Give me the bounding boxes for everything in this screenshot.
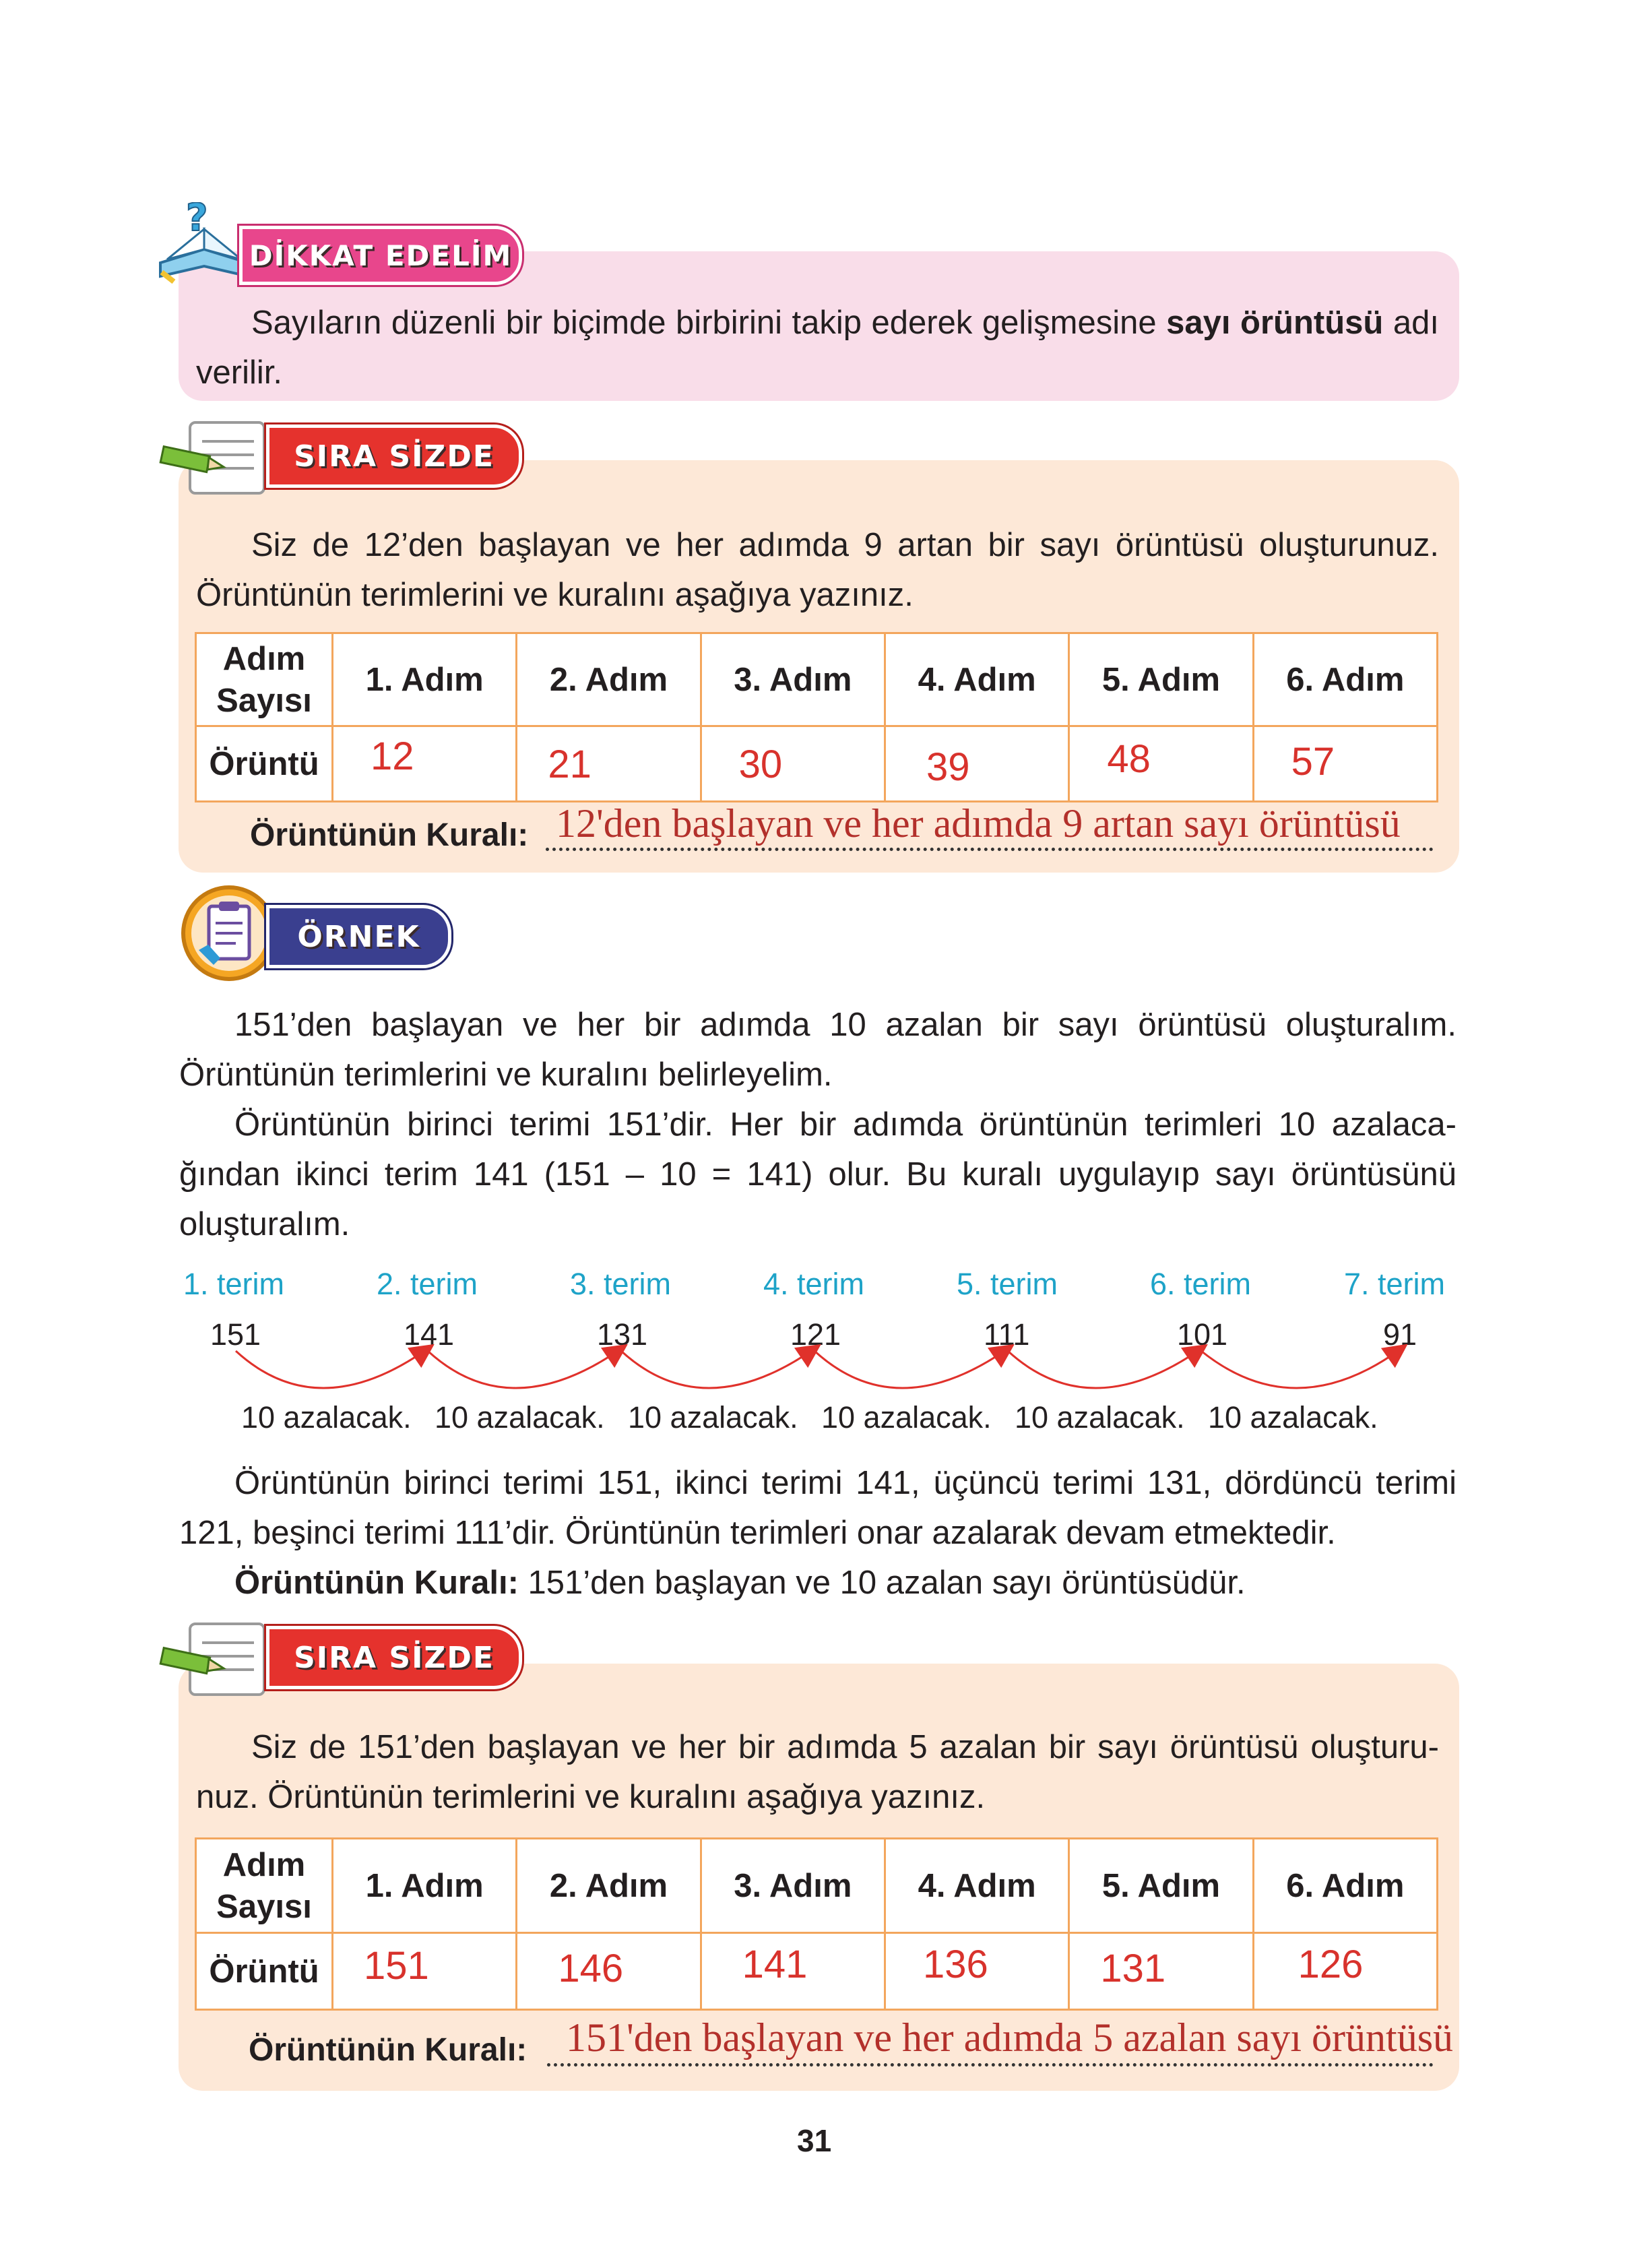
- answer-value: 131: [1100, 1947, 1166, 1990]
- term-value: 141: [404, 1317, 455, 1352]
- term-label: 5. terim: [957, 1267, 1058, 1301]
- row-label: Örüntü: [196, 726, 333, 802]
- term-value: 111: [984, 1317, 1030, 1352]
- answer-value: 12: [371, 734, 414, 778]
- sira-sizde-prompt-2: Siz de 151’den başlayan ve her bir adımda 5 azalan bir sayı örüntüsü oluşturu-nuz. Örüntünün terimlerini ve kuralını aşağıya yazınız.: [196, 1729, 1439, 1815]
- answer-value: 30: [738, 743, 783, 786]
- step-header: 6. Adım: [1253, 1839, 1437, 1933]
- answer-cell[interactable]: [517, 1933, 701, 2010]
- step-header: 6. Adım: [1253, 633, 1437, 726]
- arrow-arc: [1201, 1351, 1398, 1388]
- step-header: 3. Adım: [701, 1839, 885, 1933]
- answer-cell[interactable]: [333, 726, 517, 802]
- answer-cell[interactable]: [517, 726, 701, 802]
- term-label: 1. terim: [183, 1267, 285, 1301]
- step-header: 4. Adım: [885, 1839, 1068, 1933]
- ornek-badge: [266, 905, 451, 968]
- clipboard-icon: [179, 883, 280, 984]
- step-header: 2. Adım: [517, 1839, 701, 1933]
- term-label: 6. terim: [1150, 1267, 1252, 1301]
- pattern-table-2: [195, 1837, 1438, 2011]
- answer-value: 57: [1291, 740, 1335, 784]
- step-header: 5. Adım: [1069, 1839, 1253, 1933]
- answer-cell[interactable]: [1253, 726, 1437, 802]
- sira-sizde-badge-2: [266, 1626, 522, 1689]
- answer-value: 126: [1298, 1943, 1364, 1986]
- step-header: 1. Adım: [333, 1839, 517, 1933]
- term-label: 3. terim: [570, 1267, 672, 1301]
- dikkat-badge-label: DİKKAT EDELİM: [249, 239, 513, 272]
- sira-sizde-badge-label-2: SIRA SİZDE: [294, 1640, 494, 1675]
- decrease-label: 10 azalacak.: [821, 1400, 992, 1435]
- term-label: 2. terim: [377, 1267, 478, 1301]
- term-value: 101: [1177, 1317, 1228, 1352]
- sira-sizde-prompt-1: Siz de 12’den başlayan ve her adımda 9 artan bir sayı örüntüsü oluşturunuz. Örüntünün terimlerini ve kuralını aşağıya yazınız.: [196, 527, 1439, 613]
- answer-value: 48: [1107, 737, 1151, 781]
- page-number: 31: [797, 2123, 832, 2158]
- answer-cell[interactable]: [1253, 1933, 1437, 2010]
- answer-value: 141: [742, 1943, 808, 1986]
- rule-answer-1: 12'den başlayan ve her adımda 9 artan sayı örüntüsü: [556, 801, 1401, 846]
- dikkat-badge: [239, 226, 522, 285]
- sira-sizde-badge-label-1: SIRA SİZDE: [294, 439, 494, 474]
- term-value: 131: [597, 1317, 648, 1352]
- rule-label-2: Örüntünün Kuralı:: [249, 2032, 527, 2068]
- arrow-arc: [1008, 1351, 1198, 1388]
- step-header: 4. Adım: [885, 633, 1068, 726]
- ornek-rule: Örüntünün Kuralı: 151’den başlayan ve 10 azalan sayı örüntüsüdür.: [234, 1565, 1246, 1601]
- arrow-arc: [814, 1351, 1004, 1388]
- ornek-paragraph-3: Örüntünün birinci terimi 151, ikinci terimi 141, üçüncü terimi 131, dördüncü terimi 121, beşinci terimi 111’dir. Örüntünün terimleri onar azalarak devam etmektedir.: [179, 1465, 1457, 1551]
- svg-text:?: ?: [186, 202, 208, 240]
- ornek-paragraph-1: 151’den başlayan ve her bir adımda 10 azalan bir sayı örüntüsü oluşturalım. Örüntünün terimlerini ve kuralını belirleyelim.: [179, 1007, 1457, 1093]
- rule-label-1: Örüntünün Kuralı:: [250, 817, 529, 853]
- answer-value: 136: [922, 1943, 988, 1986]
- answer-cell[interactable]: [885, 1933, 1068, 2010]
- arrow-arc: [236, 1351, 424, 1388]
- step-header: 1. Adım: [333, 633, 517, 726]
- decrease-label: 10 azalacak.: [628, 1400, 798, 1435]
- answer-cell[interactable]: [701, 726, 885, 802]
- term-value: 91: [1383, 1317, 1417, 1352]
- answer-value: 39: [926, 745, 970, 789]
- term-label: 7. terim: [1344, 1267, 1446, 1301]
- arrow-arc: [621, 1351, 811, 1388]
- answer-cell[interactable]: [885, 726, 1068, 802]
- answer-cell[interactable]: [701, 1933, 885, 2010]
- term-value: 151: [210, 1317, 261, 1352]
- term-value: 121: [790, 1317, 841, 1352]
- dikkat-text: Sayıların düzenli bir biçimde birbirini takip ederek gelişmesine sayı örüntüsü adı verilir.: [196, 305, 1440, 391]
- answer-cell[interactable]: [1069, 1933, 1253, 2010]
- step-header: 5. Adım: [1069, 633, 1253, 726]
- answer-cell[interactable]: [1069, 726, 1253, 802]
- term-label: 4. terim: [763, 1267, 865, 1301]
- sira-sizde-badge-1: [266, 424, 522, 488]
- decrease-label: 10 azalacak.: [241, 1400, 412, 1435]
- arrow-arc: [428, 1351, 618, 1388]
- ornek-paragraph-2: Örüntünün birinci terimi 151’dir. Her bir adımda örüntünün terimleri 10 azalaca-ğından ikinci terim 141 (151 – 10 = 141) olur. Bu kuralı uygulayıp sayı örüntüsünü oluşturalım.: [179, 1106, 1457, 1242]
- rule-answer-2: 151'den başlayan ve her adımda 5 azalan sayı örüntüsü: [566, 2015, 1454, 2060]
- answer-value: 146: [558, 1947, 624, 1990]
- answer-cell[interactable]: [333, 1933, 517, 2010]
- step-header: 2. Adım: [517, 633, 701, 726]
- answer-value: 151: [364, 1944, 429, 1988]
- row-label: Örüntü: [196, 1933, 333, 2010]
- decrease-label: 10 azalacak.: [435, 1400, 605, 1435]
- answer-value: 21: [548, 743, 591, 786]
- ornek-badge-label: ÖRNEK: [297, 919, 420, 954]
- decrease-label: 10 azalacak.: [1015, 1400, 1185, 1435]
- decrease-label: 10 azalacak.: [1208, 1400, 1378, 1435]
- step-header: 3. Adım: [701, 633, 885, 726]
- table-corner-cell: Adım Sayısı: [196, 1839, 333, 1933]
- table-corner-cell: Adım Sayısı: [196, 633, 333, 726]
- pattern-table-1: [195, 632, 1438, 802]
